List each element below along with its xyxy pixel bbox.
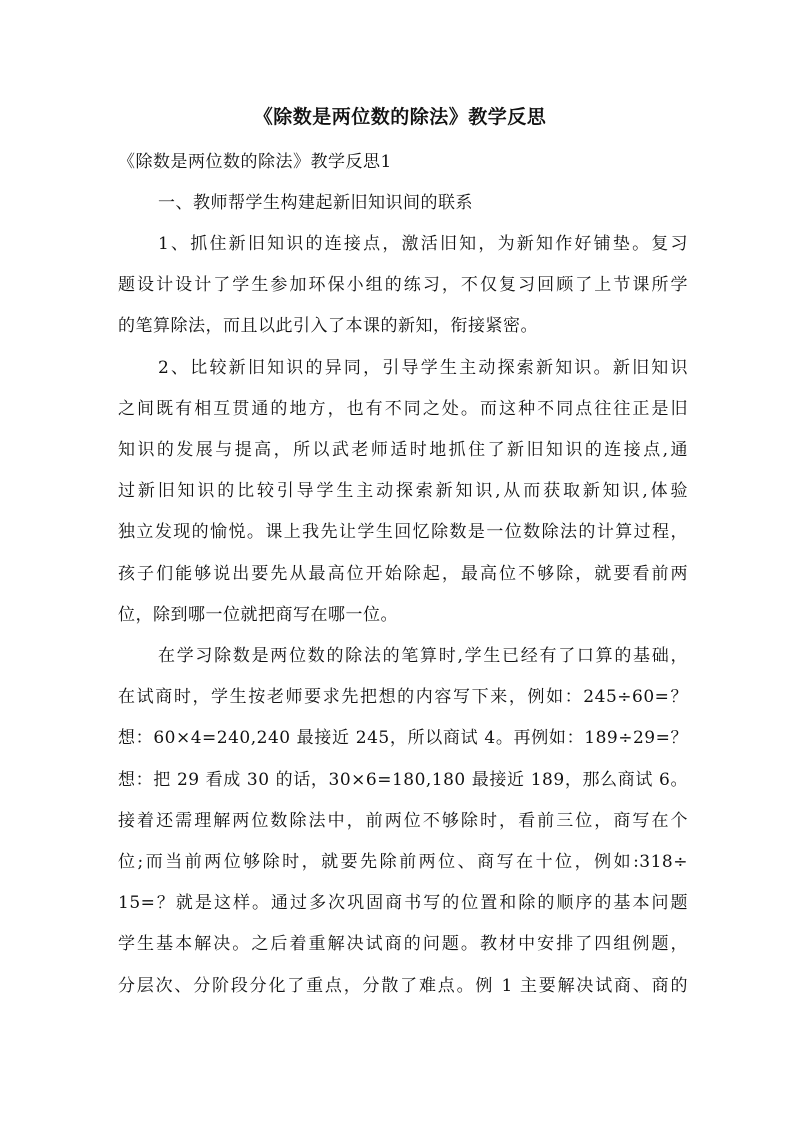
- text-line: 之间既有相互贯通的地方，也有不同之处。而这种不同点往往正是旧: [118, 399, 688, 419]
- text-line: 题设计设计了学生参加环保小组的练习，不仅复习回顾了上节课所学: [118, 275, 688, 295]
- text-line: 独立发现的愉悦。课上我先让学生回忆除数是一位数除法的计算过程，: [118, 522, 688, 542]
- text-line: 的笔算除法，而且以此引入了本课的新知，衔接紧密。: [118, 316, 538, 336]
- text-line: 在试商时，学生按老师要求先把想的内容写下来，例如：245÷60=？: [118, 687, 688, 707]
- subtitle: 《除数是两位数的除法》教学反思1: [118, 152, 392, 172]
- text-line: 接着还需理解两位数除法中，前两位不够除时，看前三位，商写在个: [118, 811, 688, 831]
- text-line: 位;而当前两位够除时，就要先除前两位、商写在十位，例如:318÷: [118, 852, 688, 872]
- text-line: 知识的发展与提高，所以武老师适时地抓住了新旧知识的连接点,通: [118, 440, 688, 460]
- text-line: 想：把 29 看成 30 的话，30×6=180,180 最接近 189，那么商试 6。: [118, 770, 688, 790]
- text-line: 15=？就是这样。通过多次巩固商书写的位置和除的顺序的基本问题: [118, 893, 688, 913]
- section-heading: 一、教师帮学生构建起新旧知识间的联系: [158, 193, 473, 213]
- document-title: 《除数是两位数的除法》教学反思: [253, 106, 547, 128]
- text-line: 孩子们能够说出要先从最高位开始除起，最高位不够除，就要看前两: [118, 564, 688, 584]
- text-line: 过新旧知识的比较引导学生主动探索新知识,从而获取新知识,体验: [118, 481, 688, 501]
- text-line: 1、抓住新旧知识的连接点，激活旧知，为新知作好铺垫。复习: [158, 234, 688, 254]
- text-line: 想：60×4=240,240 最接近 245，所以商试 4。再例如：189÷29=？: [118, 728, 688, 748]
- text-line: 学生基本解决。之后着重解决试商的问题。教材中安排了四组例题，: [118, 934, 688, 954]
- text-line: 位，除到哪一位就把商写在哪一位。: [118, 605, 398, 625]
- text-line: 2、比较新旧知识的异同，引导学生主动探索新知识。新旧知识: [158, 358, 688, 378]
- text-line: 在学习除数是两位数的除法的笔算时,学生已经有了口算的基础，: [158, 646, 688, 666]
- text-line: 分层次、分阶段分化了重点，分散了难点。例 1 主要解决试商、商的: [118, 976, 688, 996]
